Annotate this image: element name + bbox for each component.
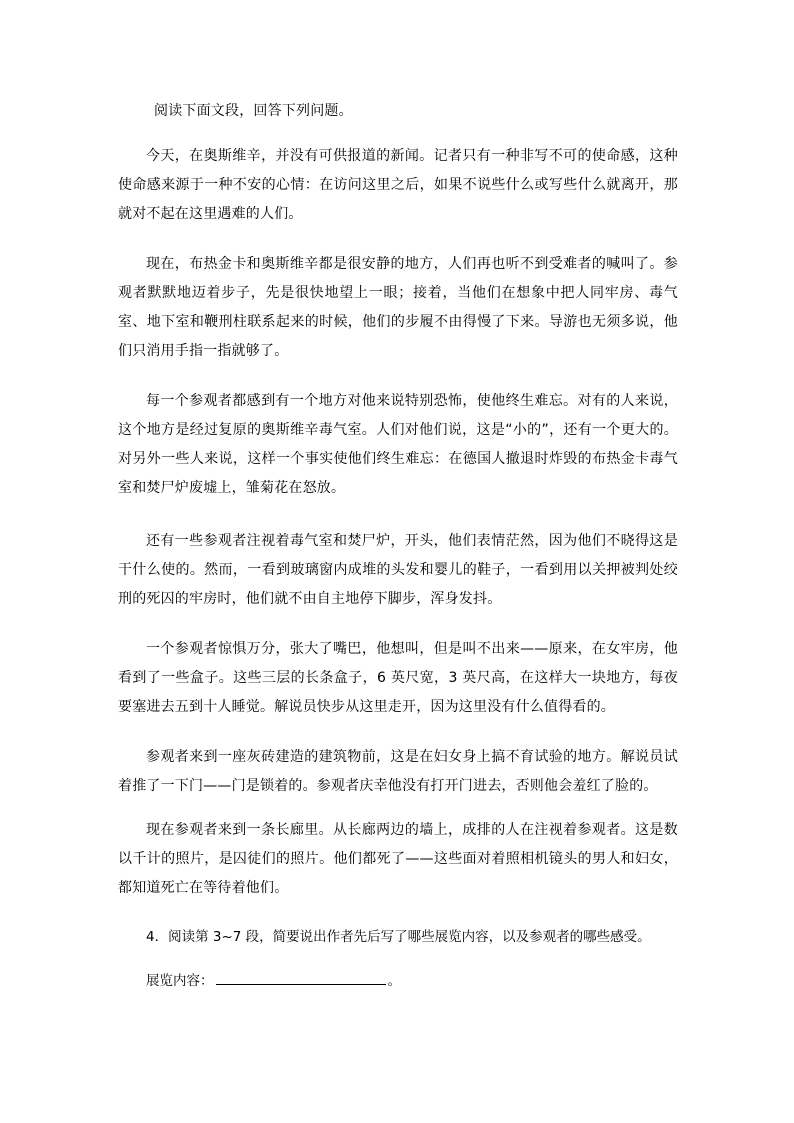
paragraph-7: 现在参观者来到一条长廊里。从长廊两边的墙上，成排的人在注视着参观者。这是数以千计的照片，是囚徒们的照片。他们都死了——这些面对着照相机镜头的男人和妇女，都知道死亡在等待着他们。 [118,822,678,896]
answer-blank[interactable] [216,968,386,985]
paragraph-4: 还有一些参观者注视着毒气室和焚尸炉，开头，他们表情茫然，因为他们不晓得这是干什么使的。然而，一看到玻璃窗内成堆的头发和婴儿的鞋子，一看到用以关押被判处绞刑的死囚的牢房时，他们就不由自主地停下脚步，浑身发抖。 [118,533,678,607]
answer-end: 。 [387,973,401,989]
paragraph-1: 今天，在奥斯维辛，并没有可供报道的新闻。记者只有一种非写不可的使命感，这种使命感来源于一种不安的心情：在访问这里之后，如果不说些什么或写些什么就离开，那就对不起在这里遇难的人们。 [118,148,678,222]
answer-label: 展览内容： [146,973,214,989]
paragraph-5: 一个参观者惊惧万分，张大了嘴巴，他想叫，但是叫不出来——原来，在女牢房，他看到了一些盒子。这些三层的长条盒子，6 英尺宽，3 英尺高，在这样大一块地方，每夜要塞进去五到十人睡觉。解说员快步从这里走开，因为这里没有什么值得看的。 [118,641,678,715]
intro-instruction: 阅读下面文段，回答下列问题。 [154,103,353,119]
paragraph-3: 每一个参观者都感到有一个地方对他来说特别恐怖，使他终生难忘。对有的人来说，这个地方是经过复原的奥斯维辛毒气室。人们对他们说，这是“小的”，还有一个更大的。对另外一些人来说，这样一个事实使他们终生难忘：在德国人撤退时炸毁的布热金卡毒气室和焚尸炉废墟上，雏菊花在怒放。 [118,393,678,496]
paragraph-6: 参观者来到一座灰砖建造的建筑物前，这是在妇女身上搞不育试验的地方。解说员试着推了一下门——门是锁着的。参观者庆幸他没有打开门进去，否则他会羞红了脸的。 [118,749,678,794]
paragraph-2: 现在，布热金卡和奥斯维辛都是很安静的地方，人们再也听不到受难者的喊叫了。参观者默默地迈着步子，先是很快地望上一眼；接着，当他们在想象中把人同牢房、毒气室、地下室和鞭刑柱联系起来的时候，他们的步履不由得慢了下来。导游也无须多说，他们只消用手指一指就够了。 [118,256,678,359]
answer-row [146,968,401,993]
question-4: 4．阅读第 3~7 段，简要说出作者先后写了哪些展览内容，以及参观者的哪些感受。 [146,929,651,945]
